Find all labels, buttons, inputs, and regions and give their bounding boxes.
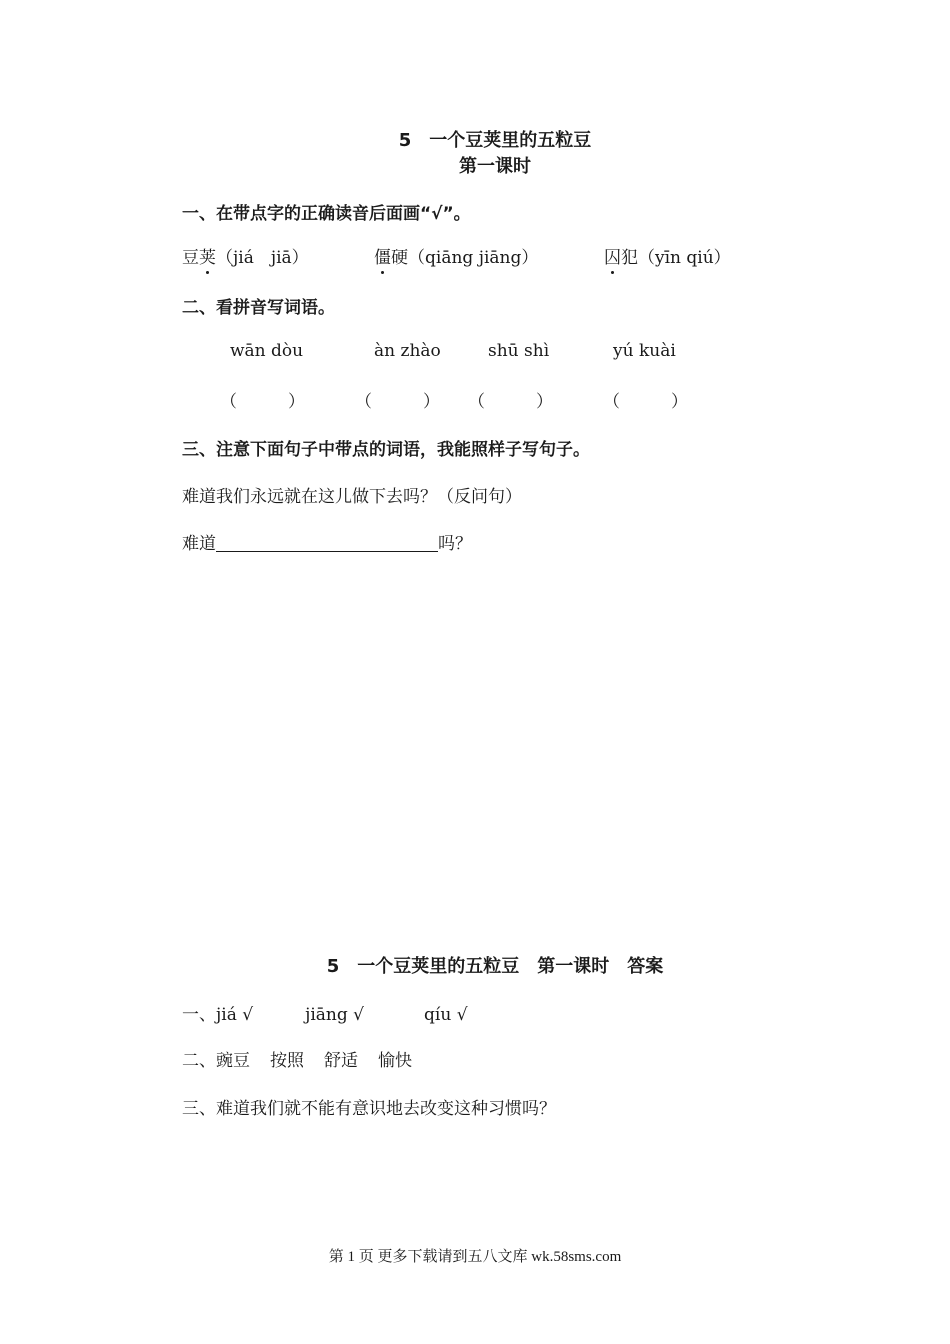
answers-title: 5 一个豆荚里的五粒豆 第一课时 答案 <box>326 956 664 977</box>
answer-blank[interactable]: （ ） <box>355 392 440 412</box>
fill-blank-line[interactable] <box>216 533 438 552</box>
answer-blank[interactable]: （ ） <box>468 392 553 412</box>
section1-heading: 一、在带点字的正确读音后面画“√”。 <box>182 204 471 224</box>
answer-item: 按照 <box>270 1051 304 1071</box>
answer-item: 舒适 <box>324 1051 358 1071</box>
section2-heading: 二、看拼音写词语。 <box>182 298 335 318</box>
fill-prefix: 难道 <box>182 534 216 554</box>
answer-line-2 <box>182 1046 412 1071</box>
answer-item: 二、豌豆 <box>182 1051 250 1071</box>
pinyin-word: àn zhào <box>374 341 441 361</box>
section1-item-jiangying <box>374 243 538 268</box>
page-footer: 第 1 页 更多下载请到五八文库 wk.58sms.com <box>328 1249 622 1265</box>
answer-item: qíu √ <box>424 1005 468 1025</box>
pinyin-word: shū shì <box>488 341 550 361</box>
example-sentence: 难道我们永远就在这儿做下去吗？（反问句） <box>182 487 522 507</box>
item-text: 豆 <box>182 248 199 268</box>
answer-blank[interactable]: （ ） <box>603 392 688 412</box>
pinyin-word: yú kuài <box>613 341 676 361</box>
dotted-char: 僵 <box>374 243 391 268</box>
section3-heading: 三、注意下面句子中带点的词语，我能照样子写句子。 <box>182 440 590 460</box>
pinyin-word: wān dòu <box>230 341 304 361</box>
dotted-char: 荚 <box>199 243 216 268</box>
fill-sentence <box>182 529 472 554</box>
answer-blank[interactable]: （ ） <box>220 392 305 412</box>
answer-item: jiāng √ <box>305 1005 365 1025</box>
answer-item: 愉快 <box>378 1051 412 1071</box>
pinyin-options: （qiāng jiāng） <box>408 248 539 268</box>
pinyin-options: （jiá jiā） <box>216 248 309 268</box>
section1-item-qiufan <box>604 243 731 268</box>
item-text: 硬 <box>391 248 408 268</box>
pinyin-options: （yīn qiú） <box>638 248 731 268</box>
dotted-char: 囚 <box>604 243 621 268</box>
lesson-subtitle: 第一课时 <box>459 156 531 177</box>
answer-line-3: 三、难道我们就不能有意识地去改变这种习惯吗？ <box>182 1099 556 1119</box>
lesson-title: 5 一个豆荚里的五粒豆 <box>398 130 592 151</box>
section1-item-doujia <box>182 243 309 268</box>
answer-line-1 <box>182 1000 468 1025</box>
fill-suffix: 吗？ <box>438 534 472 554</box>
answer-item: 一、jiá √ <box>182 1005 254 1025</box>
item-text: 犯 <box>621 248 638 268</box>
